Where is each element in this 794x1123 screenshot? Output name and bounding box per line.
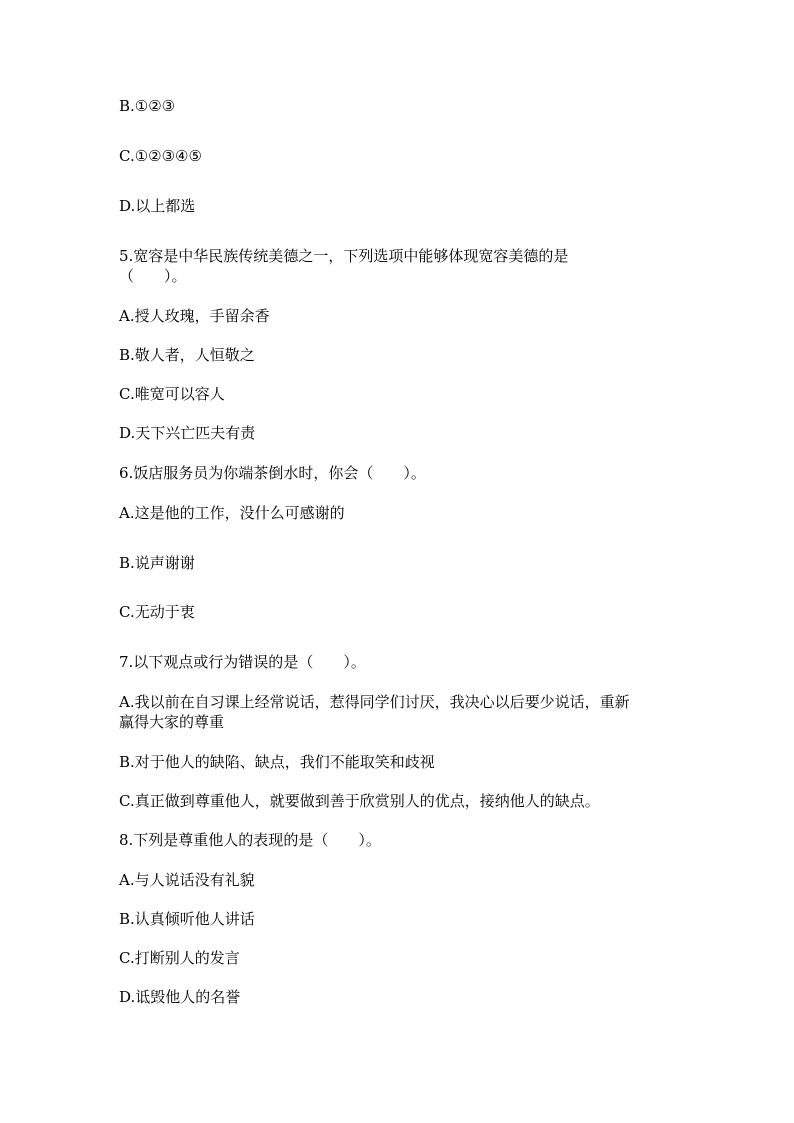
q7-stem: 7.以下观点或行为错误的是（ ）。 [119,653,366,671]
q8-stem: 8.下列是尊重他人的表现的是（ ）。 [119,831,381,849]
q8-option-b: B.认真倾听他人讲话 [119,910,255,928]
q4-option-d: D.以上都选 [119,197,196,215]
q5-stem-line-1: 5.宽容是中华民族传统美德之一，下列选项中能够体现宽容美德的是 [119,247,569,265]
q7-option-c: C.真正做到尊重他人，就要做到善于欣赏别人的优点，接纳他人的缺点。 [119,792,600,810]
q5-option-c: C.唯宽可以容人 [119,385,225,403]
q5-option-d: D.天下兴亡匹夫有责 [119,424,256,442]
q8-option-c: C.打断别人的发言 [119,949,240,967]
q5-option-a: A.授人玫瑰，手留余香 [119,307,270,325]
q4-option-b: B.①②③ [119,97,176,115]
q7-option-a-line-2: 赢得大家的尊重 [119,713,225,731]
q6-option-a: A.这是他的工作，没什么可感谢的 [119,504,345,522]
q6-option-b: B.说声谢谢 [119,554,195,572]
q8-option-a: A.与人说话没有礼貌 [119,871,255,889]
q7-option-b: B.对于他人的缺陷、缺点，我们不能取笑和歧视 [119,753,435,771]
q6-stem: 6.饭店服务员为你端茶倒水时，你会（ ）。 [119,464,426,482]
q7-option-a-line-1: A.我以前在自习课上经常说话，惹得同学们讨厌，我决心以后要少说话，重新 [119,693,630,711]
q6-option-c: C.无动于衷 [119,603,195,621]
q8-option-d: D.诋毁他人的名誉 [119,988,241,1006]
q5-stem-line-2: （ ）。 [119,267,187,285]
q4-option-c: C.①②③④⑤ [119,147,202,165]
q5-option-b: B.敬人者，人恒敬之 [119,346,255,364]
